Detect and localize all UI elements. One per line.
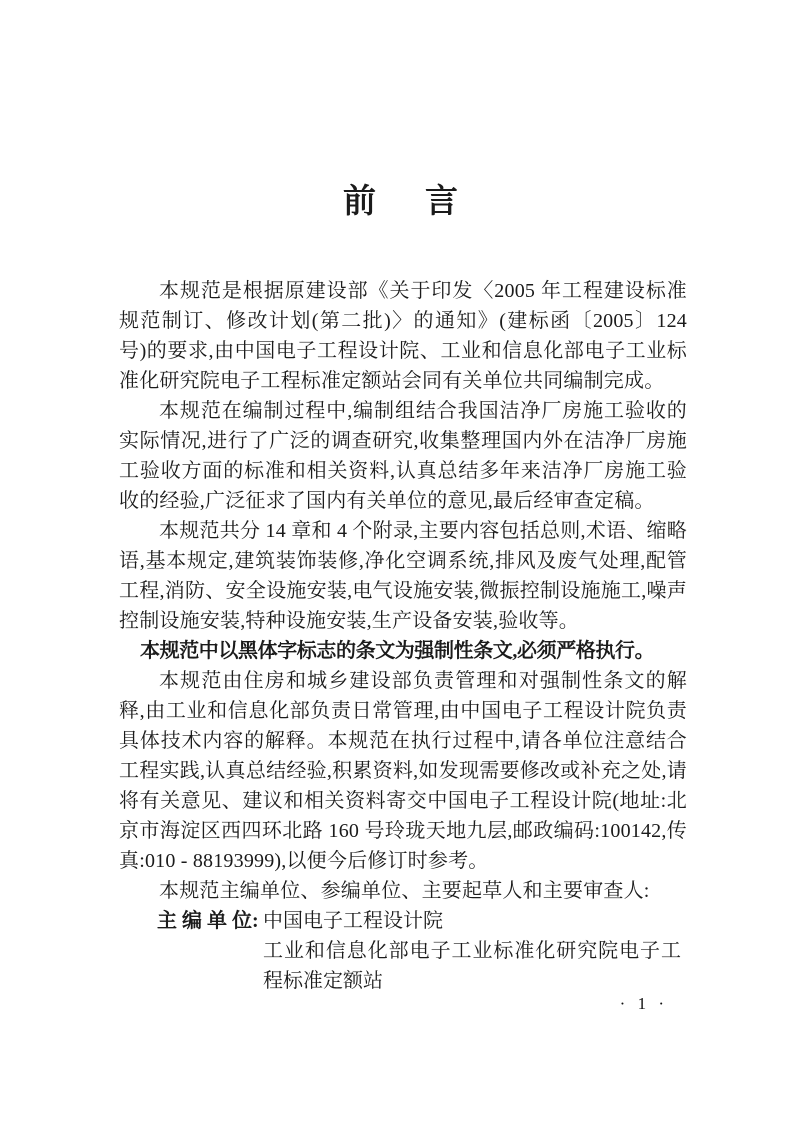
paragraph-mandatory-clause-note: 本规范中以黑体字标志的条文为强制性条文,必须严格执行。 (140, 640, 655, 662)
chief-editor-unit-value: 中国电子工程设计院 (263, 910, 443, 932)
page-title-char-1: 前 (343, 184, 377, 220)
chief-editor-unit-value: 工业和信息化部电子工业标准化研究院电子工程标准定额站 (263, 940, 681, 992)
paragraph-contents-overview: 本规范共分 14 章和 4 个附录,主要内容包括总则,术语、缩略语,基本规定,建筑装饰装修,净化空调系统,排风及废气处理,配管工程,消防、安全设施安装,电气设施安装,微振控制设施施工,噪声控制设施安装,特种设施安装,生产设备安装,验收等。 (119, 520, 687, 632)
chief-editor-unit-label: 主 编 单 位: (157, 910, 259, 932)
chief-editor-unit-row (119, 906, 687, 996)
chief-editor-unit-values (263, 906, 681, 996)
paragraph-basis: 本规范是根据原建设部《关于印发〈2005 年工程建设标准规范制订、修改计划(第二批)〉的通知》(建标函〔2005〕124 号)的要求,由中国电子工程设计院、工业和信息化部电子工业标准化研究院电子工程标准定额站会同有关单位共同编制完成。 (119, 280, 687, 392)
body-text (119, 276, 687, 996)
page-title-char-2: 言 (425, 184, 459, 220)
paragraph-administration-feedback: 本规范由住房和城乡建设部负责管理和对强制性条文的解释,由工业和信息化部负责日常管理,由中国电子工程设计院负责具体技术内容的解释。本规范在执行过程中,请各单位注意结合工程实践,认真总结经验,积累资料,如发现需要修改或补充之处,请将有关意见、建议和相关资料寄交中国电子工程设计院(地址:北京市海淀区西四环北路 160 号玲珑天地九层,邮政编码:100142,传真:010 - 88193999),以便今后修订时参考。 (119, 670, 687, 872)
page-title (0, 184, 802, 220)
paragraph-credits-intro: 本规范主编单位、参编单位、主要起草人和主要审查人: (159, 880, 650, 902)
paragraph-drafting-process: 本规范在编制过程中,编制组结合我国洁净厂房施工验收的实际情况,进行了广泛的调查研究,收集整理国内外在洁净厂房施工验收方面的标准和相关资料,认真总结多年来洁净厂房施工验收的经验,广泛征求了国内有关单位的意见,最后经审查定稿。 (119, 400, 687, 512)
page-number: · 1 · (619, 994, 668, 1013)
